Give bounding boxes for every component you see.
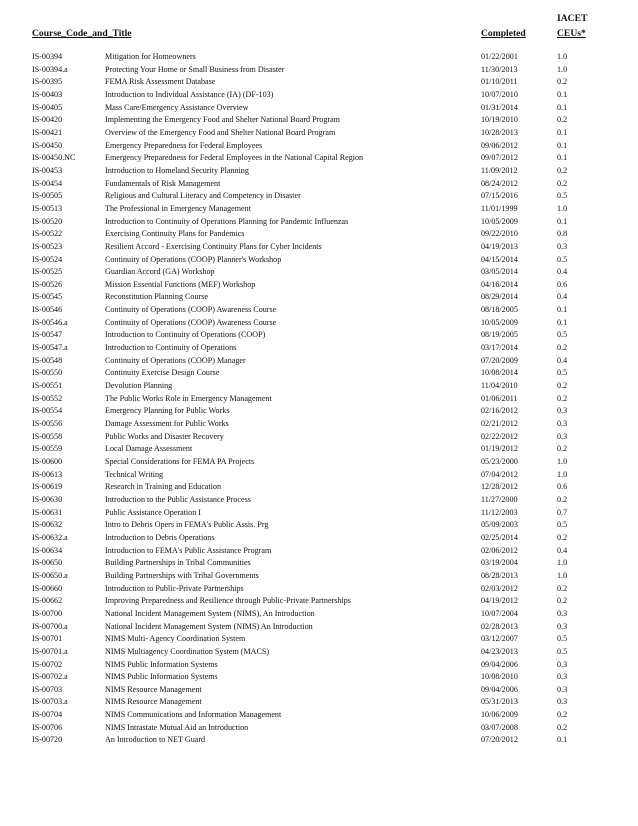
ceu-value: 1.0 (557, 203, 568, 213)
table-row (0, 595, 638, 608)
course-title: Local Damage Assessment (105, 444, 193, 454)
course-title: FEMA Risk Assessment Database (105, 77, 216, 87)
ceu-value: 0.3 (557, 431, 568, 441)
course-code: IS-00704 (32, 710, 63, 720)
completed-date: 11/30/2013 (481, 64, 518, 74)
course-title: An Introduction to NET Guard (105, 735, 206, 745)
course-title: Introduction to Continuity of Operations (105, 343, 237, 353)
ceu-value: 0.1 (557, 140, 568, 150)
course-code: IS-00450.NC (32, 153, 76, 163)
ceu-value: 0.1 (557, 305, 568, 315)
completed-date: 02/06/2012 (481, 545, 518, 555)
course-code: IS-00525 (32, 267, 63, 277)
course-title: Protecting Your Home or Small Business from Disaster (105, 64, 285, 74)
course-code: IS-00632.a (32, 532, 68, 542)
completed-date: 07/15/2016 (481, 191, 518, 201)
completed-date: 10/07/2004 (481, 608, 518, 618)
table-row (0, 519, 638, 532)
course-code: IS-00701.a (32, 646, 68, 656)
ceu-value: 0.5 (557, 634, 568, 644)
course-title: Introduction to Homeland Security Planning (105, 165, 249, 175)
course-title: Continuity Exercise Design Course (105, 368, 220, 378)
course-title: NIMS Multi- Agency Coordination System (105, 634, 246, 644)
ceu-value: 1.0 (557, 469, 568, 479)
course-title: NIMS Multiagency Coordination System (MACS) (105, 646, 270, 656)
course-title: Emergency Planning for Public Works (105, 406, 230, 416)
completed-date: 08/19/2005 (481, 330, 518, 340)
course-code: IS-00546 (32, 305, 63, 315)
column-header-course: Course_Code_and_Title (32, 28, 132, 39)
course-title: National Incident Management System (NIMS), An Introduction (105, 608, 315, 618)
completed-date: 10/06/2009 (481, 710, 518, 720)
course-title: Building Partnerships in Tribal Communities (105, 558, 251, 568)
ceu-value: 0.2 (557, 722, 568, 732)
column-header-ceu-line1: IACET (557, 13, 588, 24)
course-title: Introduction to Public-Private Partnerships (105, 583, 244, 593)
completed-date: 02/03/2012 (481, 583, 518, 593)
course-code: IS-00450 (32, 140, 63, 150)
ceu-value: 0.4 (557, 292, 568, 302)
course-code: IS-00395 (32, 77, 63, 87)
table-row (0, 304, 638, 317)
course-title: Public Works and Disaster Recovery (105, 431, 224, 441)
table-row (0, 102, 638, 115)
ceu-value: 0.3 (557, 659, 568, 669)
table-row (0, 127, 638, 140)
course-code: IS-00720 (32, 735, 63, 745)
completed-date: 05/31/2013 (481, 697, 518, 707)
ceu-value: 0.3 (557, 241, 568, 251)
course-title: Reconstitution Planning Course (105, 292, 208, 302)
table-row (0, 76, 638, 89)
ceu-value: 0.1 (557, 127, 568, 137)
table-row (0, 203, 638, 216)
table-row (0, 254, 638, 267)
course-code: IS-00600 (32, 457, 63, 466)
course-code: IS-00550 (32, 368, 63, 378)
course-title: NIMS Public Information Systems (105, 659, 218, 669)
ceu-value: 0.5 (557, 191, 568, 201)
completed-date: 09/04/2006 (481, 684, 518, 694)
table-row (0, 380, 638, 393)
completed-date: 09/06/2012 (481, 140, 518, 150)
course-code: IS-00453 (32, 165, 63, 175)
table-row (0, 469, 638, 482)
ceu-value: 0.3 (557, 419, 568, 429)
course-title: NIMS Communications and Information Management (105, 710, 282, 720)
table-row (0, 329, 638, 342)
table-row (0, 64, 638, 77)
course-code: IS-00701 (32, 634, 63, 644)
ceu-value: 0.5 (557, 368, 568, 378)
completed-date: 09/07/2012 (481, 153, 518, 163)
ceu-value: 0.2 (557, 343, 568, 353)
course-code: IS-00631 (32, 507, 63, 517)
completed-date: 02/25/2014 (481, 532, 518, 542)
course-code: IS-00700 (32, 608, 63, 618)
course-title: Emergency Preparedness for Federal Employees (105, 140, 263, 150)
course-code: IS-00559 (32, 444, 63, 454)
completed-date: 10/05/2009 (481, 216, 518, 226)
course-code: IS-00619 (32, 482, 63, 492)
course-code: IS-00405 (32, 102, 63, 112)
course-code: IS-00703 (32, 684, 63, 694)
course-code: IS-00548 (32, 355, 63, 365)
ceu-value: 0.3 (557, 608, 568, 618)
ceu-value: 0.3 (557, 406, 568, 416)
completed-date: 07/20/2009 (481, 355, 518, 365)
ceu-value: 0.1 (557, 102, 568, 112)
table-row (0, 532, 638, 545)
ceu-value: 0.5 (557, 254, 568, 264)
course-code: IS-00703.a (32, 697, 68, 707)
ceu-value: 0.2 (557, 710, 568, 720)
course-code: IS-00702.a (32, 672, 68, 682)
course-title: The Public Works Role in Emergency Management (105, 393, 272, 403)
table-row (0, 646, 638, 659)
completed-date: 04/23/2013 (481, 646, 518, 656)
course-code: IS-00545 (32, 292, 63, 302)
completed-date: 03/19/2004 (481, 558, 518, 568)
completed-date: 03/05/2014 (481, 267, 518, 277)
completed-date: 11/12/2003 (481, 507, 518, 517)
course-code: IS-00403 (32, 89, 63, 99)
course-code: IS-00421 (32, 127, 63, 137)
course-title: Introduction to Debris Operations (105, 532, 215, 542)
course-code: IS-00420 (32, 115, 63, 125)
course-title: Implementing the Emergency Food and Shelter National Board Program (105, 115, 340, 125)
completed-date: 01/19/2012 (481, 444, 518, 454)
table-row (0, 481, 638, 494)
course-code: IS-00522 (32, 229, 63, 239)
table-row (0, 545, 638, 558)
completed-date: 11/09/2012 (481, 165, 518, 175)
completed-date: 08/24/2012 (481, 178, 518, 188)
ceu-value: 1.0 (557, 52, 568, 61)
ceu-value: 0.1 (557, 153, 568, 163)
course-code: IS-00523 (32, 241, 63, 251)
completed-date: 02/21/2012 (481, 419, 518, 429)
course-code: IS-00454 (32, 178, 63, 188)
ceu-value: 0.5 (557, 646, 568, 656)
course-code: IS-00706 (32, 722, 63, 732)
ceu-value: 1.0 (557, 558, 568, 568)
completed-date: 10/19/2010 (481, 115, 518, 125)
completed-date: 10/08/2010 (481, 672, 518, 682)
course-title: Mission Essential Functions (MEF) Workshop (105, 279, 256, 289)
table-row (0, 608, 638, 621)
completed-date: 08/28/2013 (481, 570, 518, 580)
ceu-value: 0.2 (557, 583, 568, 593)
table-row (0, 342, 638, 355)
table-row (0, 659, 638, 672)
course-code: IS-00630 (32, 494, 63, 504)
table-row (0, 557, 638, 570)
table-row (0, 684, 638, 697)
completed-date: 01/10/2011 (481, 77, 518, 87)
table-row (0, 431, 638, 444)
course-title: Special Considerations for FEMA PA Projects (105, 457, 255, 466)
completed-date: 09/22/2010 (481, 229, 518, 239)
completed-date: 04/15/2014 (481, 254, 518, 264)
ceu-value: 0.2 (557, 77, 568, 87)
course-table (0, 51, 638, 747)
course-code: IS-00554 (32, 406, 63, 416)
course-title: Continuity of Operations (COOP) Awareness Course (105, 305, 277, 315)
ceu-value: 1.0 (557, 570, 568, 580)
course-code: IS-00660 (32, 583, 63, 593)
course-title: Introduction to Individual Assistance (IA) (DF-103) (105, 89, 274, 99)
course-title: Emergency Preparedness for Federal Employees in the National Capital Region (105, 153, 364, 163)
completed-date: 02/16/2012 (481, 406, 518, 416)
completed-date: 10/05/2009 (481, 317, 518, 327)
table-row (0, 456, 638, 469)
completed-date: 04/16/2014 (481, 279, 518, 289)
course-code: IS-00520 (32, 216, 63, 226)
completed-date: 02/22/2012 (481, 431, 518, 441)
table-row (0, 228, 638, 241)
table-row (0, 152, 638, 165)
course-title: Fundamentals of Risk Management (105, 178, 221, 188)
table-row (0, 114, 638, 127)
course-code: IS-00513 (32, 203, 63, 213)
ceu-value: 0.2 (557, 381, 568, 391)
table-row (0, 418, 638, 431)
course-code: IS-00551 (32, 381, 63, 391)
ceu-value: 0.5 (557, 520, 568, 530)
completed-date: 10/28/2013 (481, 127, 518, 137)
ceu-value: 0.1 (557, 735, 568, 745)
course-code: IS-00505 (32, 191, 63, 201)
course-code: IS-00650 (32, 558, 63, 568)
course-code: IS-00547 (32, 330, 63, 340)
completed-date: 07/20/2012 (481, 735, 518, 745)
completed-date: 08/29/2014 (481, 292, 518, 302)
completed-date: 10/07/2010 (481, 89, 518, 99)
ceu-value: 0.3 (557, 672, 568, 682)
ceu-value: 0.4 (557, 355, 568, 365)
completed-date: 03/07/2008 (481, 722, 518, 732)
course-code: IS-00556 (32, 419, 63, 429)
table-row (0, 355, 638, 368)
course-title: Introduction to Continuity of Operations Planning for Pandemic Influenzas (105, 216, 349, 226)
ceu-value: 0.8 (557, 229, 568, 239)
table-row (0, 722, 638, 735)
ceu-value: 0.7 (557, 507, 568, 517)
completed-date: 11/27/2000 (481, 494, 518, 504)
completed-date: 05/09/2003 (481, 520, 518, 530)
ceu-value: 0.3 (557, 684, 568, 694)
table-row (0, 405, 638, 418)
completed-date: 01/22/2001 (481, 52, 518, 61)
course-title: Introduction to FEMA's Public Assistance Program (105, 545, 272, 555)
ceu-value: 0.6 (557, 482, 568, 492)
course-code: IS-00662 (32, 596, 63, 606)
course-title: Research in Training and Education (105, 482, 221, 492)
ceu-value: 0.2 (557, 444, 568, 454)
table-row (0, 494, 638, 507)
table-row (0, 216, 638, 229)
course-code: IS-00613 (32, 469, 63, 479)
course-title: National Incident Management System (NIMS) An Introduction (105, 621, 313, 631)
course-title: Public Assistance Operation I (105, 507, 201, 517)
course-code: IS-00558 (32, 431, 63, 441)
table-row (0, 266, 638, 279)
column-header-completed: Completed (481, 28, 526, 39)
table-row (0, 291, 638, 304)
table-row (0, 696, 638, 709)
table-row (0, 734, 638, 747)
table-row (0, 443, 638, 456)
table-row (0, 190, 638, 203)
course-code: IS-00632 (32, 520, 63, 530)
table-row (0, 165, 638, 178)
course-title: The Professional in Emergency Management (105, 203, 251, 213)
course-title: Mitigation for Homeowners (105, 52, 196, 61)
course-code: IS-00547.a (32, 343, 68, 353)
completed-date: 01/06/2011 (481, 393, 518, 403)
completed-date: 03/17/2014 (481, 343, 518, 353)
course-title: Improving Preparedness and Resilience through Public-Private Partnerships (105, 596, 351, 606)
course-code: IS-00524 (32, 254, 63, 264)
ceu-value: 0.2 (557, 178, 568, 188)
table-row (0, 507, 638, 520)
ceu-value: 0.5 (557, 330, 568, 340)
course-code: IS-00634 (32, 545, 63, 555)
course-title: Intro to Debris Opers in FEMA's Public Assis. Prg (105, 520, 269, 530)
ceu-value: 0.2 (557, 115, 568, 125)
course-title: Religious and Cultural Literacy and Competency in Disaster (105, 191, 301, 201)
completed-date: 04/19/2012 (481, 596, 518, 606)
ceu-value: 0.1 (557, 317, 568, 327)
table-row (0, 241, 638, 254)
course-title: NIMS Public Information Systems (105, 672, 218, 682)
table-row (0, 367, 638, 380)
course-code: IS-00552 (32, 393, 63, 403)
course-title: Introduction to the Public Assistance Process (105, 494, 251, 504)
course-title: NIMS Resource Management (105, 697, 202, 707)
course-title: Continuity of Operations (COOP) Awareness Course (105, 317, 277, 327)
course-title: Guardian Accord (GA) Workshop (105, 267, 215, 277)
course-code: IS-00394.a (32, 64, 68, 74)
table-row (0, 178, 638, 191)
table-row (0, 317, 638, 330)
ceu-value: 0.2 (557, 532, 568, 542)
ceu-value: 0.2 (557, 494, 568, 504)
course-title: NIMS Intrastate Mutual Aid an Introduction (105, 722, 249, 732)
ceu-value: 0.4 (557, 267, 568, 277)
ceu-value: 0.1 (557, 89, 568, 99)
ceu-value: 0.2 (557, 165, 568, 175)
course-title: Resilient Accord - Exercising Continuity Plans for Cyber Incidents (105, 241, 322, 251)
completed-date: 08/18/2005 (481, 305, 518, 315)
course-code: IS-00546.a (32, 317, 68, 327)
course-title: Damage Assessment for Public Works (105, 419, 229, 429)
course-title: Continuity of Operations (COOP) Manager (105, 355, 246, 365)
course-title: Continuity of Operations (COOP) Planner's Workshop (105, 254, 282, 264)
course-title: Technical Writing (105, 469, 164, 479)
completed-date: 07/04/2012 (481, 469, 518, 479)
table-row (0, 89, 638, 102)
table-row (0, 279, 638, 292)
ceu-value: 1.0 (557, 64, 568, 74)
course-code: IS-00526 (32, 279, 63, 289)
course-code: IS-00394 (32, 52, 63, 61)
column-header-ceu-line2: CEUs* (557, 28, 586, 39)
table-row (0, 570, 638, 583)
completed-date: 10/08/2014 (481, 368, 518, 378)
ceu-value: 0.3 (557, 697, 568, 707)
completed-date: 04/19/2013 (481, 241, 518, 251)
ceu-value: 1.0 (557, 457, 568, 466)
table-row (0, 140, 638, 153)
completed-date: 09/04/2006 (481, 659, 518, 669)
table-row (0, 583, 638, 596)
table-row (0, 51, 638, 64)
table-row (0, 621, 638, 634)
ceu-value: 0.1 (557, 216, 568, 226)
completed-date: 02/28/2013 (481, 621, 518, 631)
course-title: Introduction to Continuity of Operations (COOP) (105, 330, 266, 340)
completed-date: 03/12/2007 (481, 634, 518, 644)
ceu-value: 0.2 (557, 596, 568, 606)
table-row (0, 671, 638, 684)
table-row (0, 633, 638, 646)
course-title: Devolution Planning (105, 381, 173, 391)
ceu-value: 0.4 (557, 545, 568, 555)
course-title: Building Partnerships with Tribal Governments (105, 570, 259, 580)
completed-date: 11/04/2010 (481, 381, 518, 391)
course-code: IS-00702 (32, 659, 63, 669)
course-code: IS-00700.a (32, 621, 68, 631)
course-title: Overview of the Emergency Food and Shelter National Board Program (105, 127, 336, 137)
table-row (0, 709, 638, 722)
completed-date: 12/28/2012 (481, 482, 518, 492)
course-code: IS-00650.a (32, 570, 68, 580)
ceu-value: 0.3 (557, 621, 568, 631)
completed-date: 11/01/1999 (481, 203, 518, 213)
course-title: Mass Care/Emergency Assistance Overview (105, 102, 249, 112)
ceu-value: 0.6 (557, 279, 568, 289)
completed-date: 01/31/2014 (481, 102, 518, 112)
completed-date: 05/23/2000 (481, 457, 518, 466)
table-row (0, 393, 638, 406)
course-title: NIMS Resource Management (105, 684, 202, 694)
course-title: Exercising Continuity Plans for Pandemics (105, 229, 245, 239)
ceu-value: 0.2 (557, 393, 568, 403)
